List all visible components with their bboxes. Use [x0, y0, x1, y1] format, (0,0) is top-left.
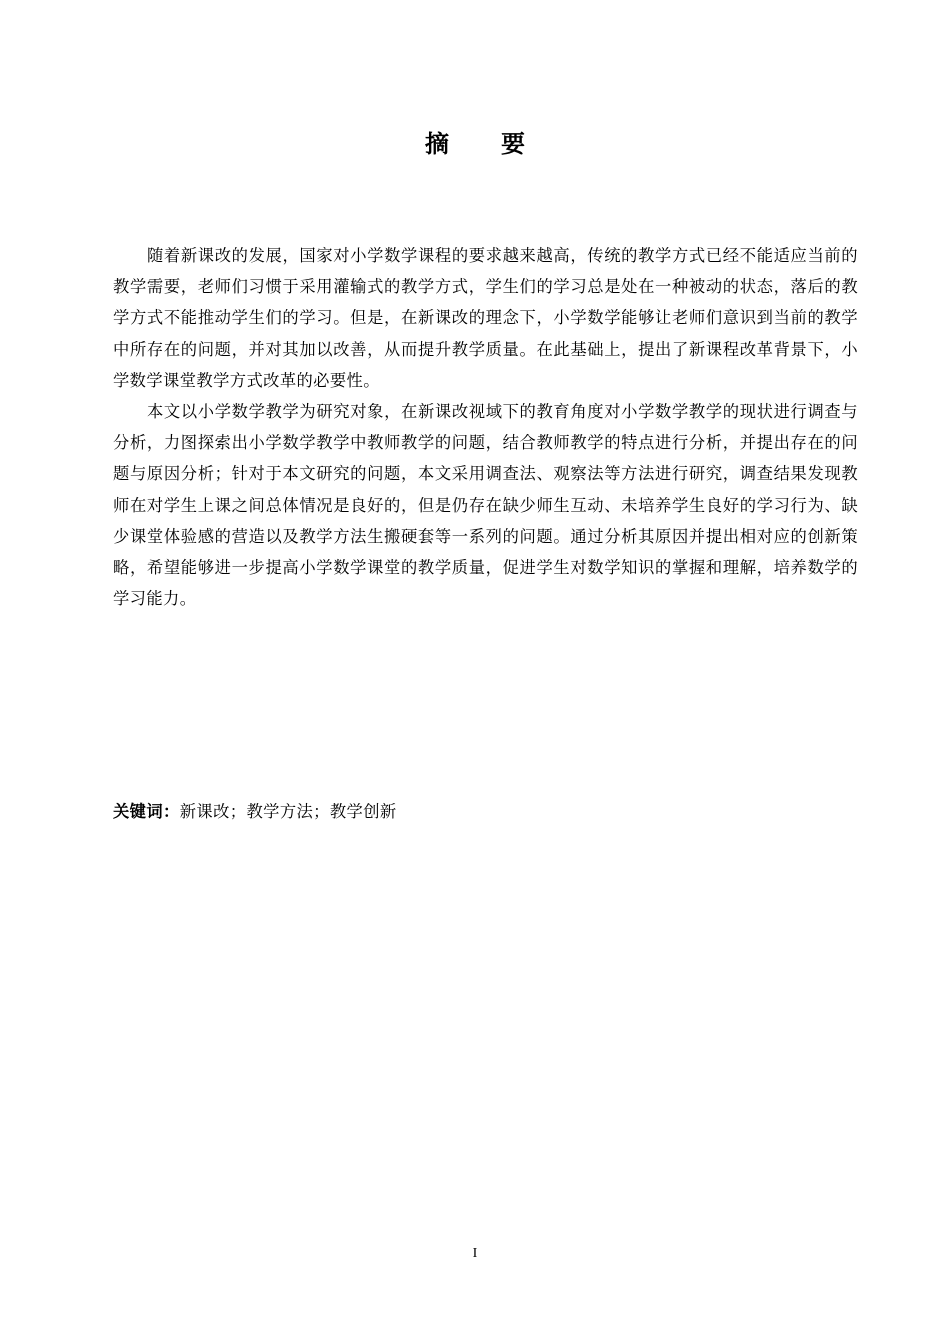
keywords-line	[113, 798, 858, 826]
abstract-paragraph-2: 本文以小学数学教学为研究对象，在新课改视域下的教育角度对小学数学教学的现状进行调查与分析，力图探索出小学数学教学中教师教学的问题，结合教师教学的特点进行分析，并提出存在的问题与原因分析；针对于本文研究的问题，本文采用调查法、观察法等方法进行研究，调查结果发现教师在对学生上课之间总体情况是良好的，但是仍存在缺少师生互动、未培养学生良好的学习行为、缺少课堂体验感的营造以及教学方法生搬硬套等一系列的问题。通过分析其原因并提出相对应的创新策略，希望能够进一步提高小学数学课堂的教学质量，促进学生对数学知识的掌握和理解，培养数学的学习能力。	[113, 402, 858, 609]
page-number: I	[472, 1246, 478, 1261]
page-title: 摘 要	[425, 130, 539, 158]
keywords-value: 新课改；教学方法；教学创新	[179, 802, 397, 821]
abstract-paragraph-1: 随着新课改的发展，国家对小学数学课程的要求越来越高，传统的教学方式已经不能适应当前的教学需要，老师们习惯于采用灌输式的教学方式，学生们的学习总是处在一种被动的状态，落后的教学方式不能推动学生们的学习。但是，在新课改的理念下，小学数学能够让老师们意识到当前的教学中所存在的问题，并对其加以改善，从而提升教学质量。在此基础上，提出了新课程改革背景下，小学数学课堂教学方式改革的必要性。	[113, 246, 858, 390]
abstract-body	[113, 240, 858, 614]
keywords-label: 关键词：	[113, 802, 180, 821]
